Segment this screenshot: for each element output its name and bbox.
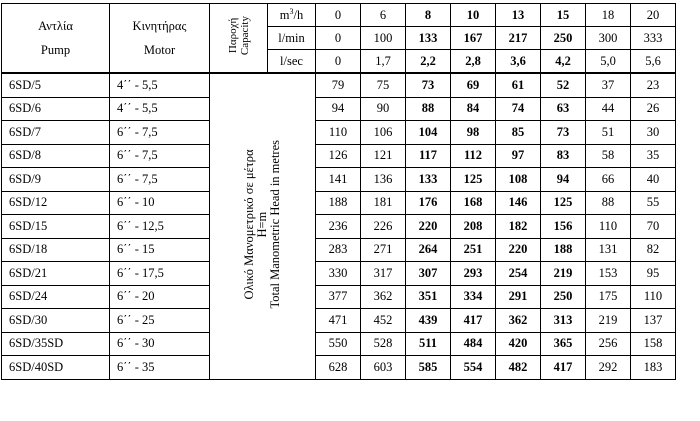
head-label-formula: H=m bbox=[255, 211, 269, 238]
motor-cell: 6΄΄ - 17,5 bbox=[110, 262, 210, 286]
flow-cell: 217 bbox=[496, 27, 541, 50]
capacity-header-en: Capacity bbox=[238, 16, 251, 56]
head-value-cell: 317 bbox=[361, 262, 406, 286]
head-value-cell: 168 bbox=[451, 191, 496, 215]
head-value-cell: 83 bbox=[541, 144, 586, 168]
pump-model-cell: 6SD/9 bbox=[2, 168, 110, 192]
head-value-cell: 188 bbox=[316, 191, 361, 215]
head-value-cell: 70 bbox=[631, 215, 676, 239]
motor-cell: 6΄΄ - 10 bbox=[110, 191, 210, 215]
head-value-cell: 82 bbox=[631, 238, 676, 262]
unit-m3h-base: m bbox=[279, 7, 290, 22]
head-value-cell: 182 bbox=[496, 215, 541, 239]
head-value-cell: 511 bbox=[406, 332, 451, 356]
flow-cell: 0 bbox=[316, 27, 361, 50]
head-value-cell: 219 bbox=[586, 309, 631, 333]
motor-cell: 6΄΄ - 30 bbox=[110, 332, 210, 356]
head-value-cell: 84 bbox=[451, 97, 496, 121]
head-value-cell: 158 bbox=[631, 332, 676, 356]
pump-model-cell: 6SD/8 bbox=[2, 144, 110, 168]
head-value-cell: 121 bbox=[361, 144, 406, 168]
head-value-cell: 110 bbox=[586, 215, 631, 239]
head-value-cell: 35 bbox=[631, 144, 676, 168]
pump-model-cell: 6SD/24 bbox=[2, 285, 110, 309]
flow-cell: 300 bbox=[586, 27, 631, 50]
head-value-cell: 226 bbox=[361, 215, 406, 239]
head-value-cell: 291 bbox=[496, 285, 541, 309]
flow-cell: 0 bbox=[316, 50, 361, 74]
head-value-cell: 334 bbox=[451, 285, 496, 309]
unit-cell-lmin: l/min bbox=[268, 27, 316, 50]
head-label-cell bbox=[210, 73, 316, 379]
head-value-cell: 256 bbox=[586, 332, 631, 356]
head-value-cell: 176 bbox=[406, 191, 451, 215]
head-value-cell: 220 bbox=[496, 238, 541, 262]
head-value-cell: 484 bbox=[451, 332, 496, 356]
motor-cell: 6΄΄ - 25 bbox=[110, 309, 210, 333]
head-value-cell: 554 bbox=[451, 356, 496, 380]
head-value-cell: 236 bbox=[316, 215, 361, 239]
head-value-cell: 603 bbox=[361, 356, 406, 380]
flow-cell: 18 bbox=[586, 4, 631, 27]
head-value-cell: 88 bbox=[406, 97, 451, 121]
head-value-cell: 219 bbox=[541, 262, 586, 286]
pump-row bbox=[2, 215, 676, 239]
head-value-cell: 88 bbox=[586, 191, 631, 215]
pump-row bbox=[2, 97, 676, 121]
unit-cell-lsec: l/sec bbox=[268, 50, 316, 74]
head-value-cell: 98 bbox=[451, 121, 496, 145]
head-value-cell: 79 bbox=[316, 73, 361, 97]
motor-cell: 4΄΄ - 5,5 bbox=[110, 73, 210, 97]
head-value-cell: 283 bbox=[316, 238, 361, 262]
head-value-cell: 183 bbox=[631, 356, 676, 380]
head-value-cell: 52 bbox=[541, 73, 586, 97]
head-value-cell: 417 bbox=[541, 356, 586, 380]
head-value-cell: 471 bbox=[316, 309, 361, 333]
flow-cell: 100 bbox=[361, 27, 406, 50]
head-value-cell: 37 bbox=[586, 73, 631, 97]
flow-cell: 5,6 bbox=[631, 50, 676, 74]
head-value-cell: 95 bbox=[631, 262, 676, 286]
head-value-cell: 141 bbox=[316, 168, 361, 192]
head-value-cell: 63 bbox=[541, 97, 586, 121]
motor-cell: 6΄΄ - 12,5 bbox=[110, 215, 210, 239]
head-value-cell: 136 bbox=[361, 168, 406, 192]
table-body bbox=[2, 4, 676, 380]
motor-cell: 6΄΄ - 35 bbox=[110, 356, 210, 380]
flow-cell: 250 bbox=[541, 27, 586, 50]
flow-cell: 15 bbox=[541, 4, 586, 27]
head-value-cell: 133 bbox=[406, 168, 451, 192]
unit-m3h-sup: 3 bbox=[289, 6, 294, 16]
motor-cell: 4΄΄ - 5,5 bbox=[110, 97, 210, 121]
head-value-cell: 74 bbox=[496, 97, 541, 121]
head-value-cell: 94 bbox=[541, 168, 586, 192]
pump-row bbox=[2, 356, 676, 380]
unit-cell-m3h bbox=[268, 4, 316, 27]
head-value-cell: 58 bbox=[586, 144, 631, 168]
head-value-cell: 439 bbox=[406, 309, 451, 333]
head-value-cell: 110 bbox=[316, 121, 361, 145]
motor-header bbox=[110, 4, 210, 74]
head-value-cell: 44 bbox=[586, 97, 631, 121]
head-value-cell: 131 bbox=[586, 238, 631, 262]
head-value-cell: 126 bbox=[316, 144, 361, 168]
head-value-cell: 271 bbox=[361, 238, 406, 262]
head-value-cell: 26 bbox=[631, 97, 676, 121]
flow-cell: 0 bbox=[316, 4, 361, 27]
flow-cell: 167 bbox=[451, 27, 496, 50]
head-value-cell: 137 bbox=[631, 309, 676, 333]
pump-row bbox=[2, 144, 676, 168]
pump-model-cell: 6SD/15 bbox=[2, 215, 110, 239]
flow-cell: 10 bbox=[451, 4, 496, 27]
head-value-cell: 51 bbox=[586, 121, 631, 145]
head-value-cell: 330 bbox=[316, 262, 361, 286]
head-value-cell: 292 bbox=[586, 356, 631, 380]
motor-cell: 6΄΄ - 7,5 bbox=[110, 144, 210, 168]
head-value-cell: 125 bbox=[541, 191, 586, 215]
motor-header-gr: Κινητήρας bbox=[132, 19, 187, 33]
head-value-cell: 351 bbox=[406, 285, 451, 309]
pump-model-cell: 6SD/5 bbox=[2, 73, 110, 97]
head-value-cell: 55 bbox=[631, 191, 676, 215]
flow-cell: 2,2 bbox=[406, 50, 451, 74]
head-value-cell: 313 bbox=[541, 309, 586, 333]
head-value-cell: 293 bbox=[451, 262, 496, 286]
head-label bbox=[243, 140, 282, 309]
head-value-cell: 251 bbox=[451, 238, 496, 262]
pump-row bbox=[2, 168, 676, 192]
head-value-cell: 175 bbox=[586, 285, 631, 309]
pump-header bbox=[2, 4, 110, 74]
pump-row bbox=[2, 285, 676, 309]
head-value-cell: 106 bbox=[361, 121, 406, 145]
pump-model-cell: 6SD/12 bbox=[2, 191, 110, 215]
flow-cell: 3,6 bbox=[496, 50, 541, 74]
motor-cell: 6΄΄ - 15 bbox=[110, 238, 210, 262]
unit-m3h-tail: /h bbox=[293, 7, 304, 22]
pump-row bbox=[2, 73, 676, 97]
head-value-cell: 585 bbox=[406, 356, 451, 380]
head-value-cell: 362 bbox=[496, 309, 541, 333]
head-value-cell: 73 bbox=[541, 121, 586, 145]
head-value-cell: 108 bbox=[496, 168, 541, 192]
pump-performance-table bbox=[1, 3, 676, 380]
head-label-en: Total Manometric Head in metres bbox=[268, 139, 282, 309]
head-value-cell: 482 bbox=[496, 356, 541, 380]
capacity-header bbox=[210, 4, 268, 74]
motor-cell: 6΄΄ - 7,5 bbox=[110, 168, 210, 192]
head-value-cell: 30 bbox=[631, 121, 676, 145]
head-value-cell: 40 bbox=[631, 168, 676, 192]
flow-cell: 20 bbox=[631, 4, 676, 27]
pump-model-cell: 6SD/21 bbox=[2, 262, 110, 286]
pump-row bbox=[2, 191, 676, 215]
motor-cell: 6΄΄ - 7,5 bbox=[110, 121, 210, 145]
pump-header-en: Pump bbox=[40, 43, 71, 57]
pump-model-cell: 6SD/6 bbox=[2, 97, 110, 121]
pump-row bbox=[2, 238, 676, 262]
head-value-cell: 146 bbox=[496, 191, 541, 215]
head-value-cell: 452 bbox=[361, 309, 406, 333]
pump-model-cell: 6SD/18 bbox=[2, 238, 110, 262]
head-value-cell: 112 bbox=[451, 144, 496, 168]
head-value-cell: 208 bbox=[451, 215, 496, 239]
flow-cell: 2,8 bbox=[451, 50, 496, 74]
head-value-cell: 94 bbox=[316, 97, 361, 121]
header-row-1 bbox=[2, 4, 676, 27]
flow-cell: 13 bbox=[496, 4, 541, 27]
head-value-cell: 125 bbox=[451, 168, 496, 192]
head-value-cell: 264 bbox=[406, 238, 451, 262]
head-value-cell: 377 bbox=[316, 285, 361, 309]
flow-cell: 333 bbox=[631, 27, 676, 50]
head-value-cell: 420 bbox=[496, 332, 541, 356]
head-value-cell: 156 bbox=[541, 215, 586, 239]
head-value-cell: 66 bbox=[586, 168, 631, 192]
head-value-cell: 117 bbox=[406, 144, 451, 168]
pump-row bbox=[2, 309, 676, 333]
head-value-cell: 69 bbox=[451, 73, 496, 97]
pump-model-cell: 6SD/30 bbox=[2, 309, 110, 333]
head-value-cell: 250 bbox=[541, 285, 586, 309]
head-value-cell: 365 bbox=[541, 332, 586, 356]
head-value-cell: 153 bbox=[586, 262, 631, 286]
capacity-header-gr: Παροχή bbox=[226, 18, 239, 54]
head-value-cell: 362 bbox=[361, 285, 406, 309]
head-value-cell: 61 bbox=[496, 73, 541, 97]
flow-cell: 133 bbox=[406, 27, 451, 50]
head-value-cell: 90 bbox=[361, 97, 406, 121]
head-value-cell: 254 bbox=[496, 262, 541, 286]
head-value-cell: 104 bbox=[406, 121, 451, 145]
head-value-cell: 75 bbox=[361, 73, 406, 97]
motor-cell: 6΄΄ - 20 bbox=[110, 285, 210, 309]
head-value-cell: 220 bbox=[406, 215, 451, 239]
pump-model-cell: 6SD/35SD bbox=[2, 332, 110, 356]
flow-cell: 6 bbox=[361, 4, 406, 27]
pump-header-gr: Αντλία bbox=[38, 19, 73, 33]
head-label-gr: Ολικό Μανομετρικό σε μέτρα bbox=[242, 149, 256, 300]
pump-model-cell: 6SD/7 bbox=[2, 121, 110, 145]
head-value-cell: 23 bbox=[631, 73, 676, 97]
head-value-cell: 307 bbox=[406, 262, 451, 286]
head-value-cell: 628 bbox=[316, 356, 361, 380]
flow-cell: 5,0 bbox=[586, 50, 631, 74]
head-value-cell: 97 bbox=[496, 144, 541, 168]
pump-model-cell: 6SD/40SD bbox=[2, 356, 110, 380]
head-value-cell: 110 bbox=[631, 285, 676, 309]
pump-row bbox=[2, 332, 676, 356]
head-value-cell: 188 bbox=[541, 238, 586, 262]
pump-row bbox=[2, 121, 676, 145]
head-value-cell: 550 bbox=[316, 332, 361, 356]
head-value-cell: 417 bbox=[451, 309, 496, 333]
flow-cell: 8 bbox=[406, 4, 451, 27]
pump-row bbox=[2, 262, 676, 286]
head-value-cell: 528 bbox=[361, 332, 406, 356]
flow-cell: 4,2 bbox=[541, 50, 586, 74]
head-value-cell: 181 bbox=[361, 191, 406, 215]
head-value-cell: 85 bbox=[496, 121, 541, 145]
flow-cell: 1,7 bbox=[361, 50, 406, 74]
head-value-cell: 73 bbox=[406, 73, 451, 97]
motor-header-en: Motor bbox=[143, 43, 176, 57]
